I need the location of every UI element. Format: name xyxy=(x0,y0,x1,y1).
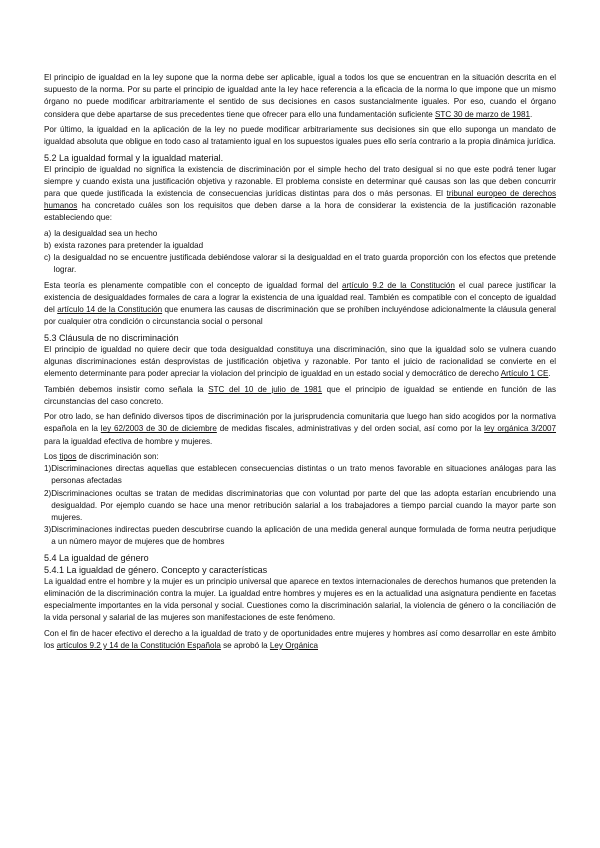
text: Por otro lado, se han definido diversos tipos de discriminación por la jurisprudencia comunitaria que luego han sido acogidos por la normativa española en la xyxy=(44,412,556,434)
paragraph-igualdad-ley xyxy=(44,72,556,121)
link-ley-62-2003[interactable]: ley 62/2003 de 30 de diciembre xyxy=(100,424,217,434)
text: el cual parece justificar la existencia de desigualdades formales de cara a lograr la existencia de una igualdad real. También es compatible con el concepto de igualdad del xyxy=(44,280,556,315)
text: Esta teoría es plenamente compatible con el concepto de igualdad formal del xyxy=(44,280,342,290)
list-item xyxy=(44,240,556,252)
list-marker: 2) xyxy=(44,488,52,498)
text: ha concretado cuáles son los requisitos que deben darse a la hora de considerar la existencia de la justificación razonable estableciendo que: xyxy=(44,201,556,223)
list-item xyxy=(44,463,556,487)
text: . xyxy=(529,109,533,119)
text: que enumera las causas de discriminación que se prohíben incluyéndose adicionalmente la cláusula general por cualquier otra condición o circunstancia social o personal xyxy=(44,305,556,327)
text: El principio de igualdad no quiere decir que toda desigualdad constituya una discriminación, sino que la igualdad solo se vulnera cuando algunas discriminaciones están desprovistas de justificación objetiva y razonable. Por tanto el juicio de racionalidad se convierte en el elemento determinante para poder apreciar la violacion del principio de igualdad en un estado social y democrático de derecho xyxy=(44,344,556,379)
list-text: Discriminaciones ocultas se tratan de medidas discriminatorias que con voluntad por parte del que las adopta estarían encubriendo una desigualdad. Por ejemplo cuando se hace una menor retribución salarial a los trabajadores a tiempo parcial cuando la mayor parte son mujeres. xyxy=(51,488,556,522)
link-stc-30-marzo-1981[interactable]: STC 30 de marzo de 1981 xyxy=(435,109,530,119)
list-item xyxy=(44,488,556,525)
text: . xyxy=(548,369,551,379)
list-item xyxy=(44,524,556,548)
paragraph-aplicacion-ley: Por último, la igualdad en la aplicación de la ley no puede modificar arbitrariamente sus decisiones sin que ello suponga un mandato de igualdad absoluta que obligue en todo caso al tratamiento igual en los supuestos iguales pues ello sería contrario a la propia dinámica jurídica. xyxy=(44,125,556,147)
list-text: la desigualdad no se encuentre justificada debiéndose valorar si la desigualdad en el trato guarda proporción con los efectos que pretende lograr. xyxy=(53,253,556,275)
list-marker: c) xyxy=(44,253,51,263)
link-tipos[interactable]: tipos xyxy=(59,451,77,461)
list-text: exista razones para pretender la igualdad xyxy=(54,241,204,250)
link-stc-10-julio-1981[interactable]: STC del 10 de julio de 1981 xyxy=(208,384,323,394)
section-heading-5-4-1: 5.4.1 La igualdad de género. Concepto y características xyxy=(44,564,268,575)
list-item xyxy=(44,228,556,240)
text: Con el fin de hacer efectivo el derecho a la igualdad de trato y de oportunidades entre mujeres y hombres así como desarrollar en este ámbito los xyxy=(44,628,556,650)
text: También debemos insistir como señala la xyxy=(44,384,209,394)
list-marker: b) xyxy=(44,241,52,250)
text: El principio de igualdad no significa la existencia de discriminación por el simple hecho del trato desigual si no que este podrá tener lugar siempre y cuando exista una justificación objetiva y razonable. El problema consiste en determinar qué causas son las que deben concurrir para que quede justificada la existencia de consecuencias jurídicas distintas para dos o más personas. El xyxy=(44,164,556,198)
text: para la igualdad efectiva de hombre y mujeres. xyxy=(44,436,213,446)
paragraph-teoria-compatible xyxy=(44,280,556,329)
list-item xyxy=(44,252,556,276)
list-marker: a) xyxy=(44,228,52,238)
text: de discriminación son: xyxy=(76,451,159,461)
text: de medidas fiscales, administrativas y del orden social, así como por la xyxy=(216,424,485,434)
list-marker: 3) xyxy=(44,525,52,535)
requisitos-list xyxy=(44,228,556,277)
text: Los xyxy=(44,451,60,461)
list-text: Discriminaciones directas aquellas que establecen consecuencias distintas o un trato menos favorable en situaciones análogas para las personas afectadas xyxy=(51,464,556,486)
paragraph-tipos-intro xyxy=(44,451,556,463)
link-tribunal-europeo[interactable]: tribunal europeo de derechos humanos xyxy=(44,189,556,211)
paragraph-no-discriminacion xyxy=(44,344,556,381)
link-articulo-1-ce[interactable]: Artículo 1 CE xyxy=(500,369,549,379)
tipos-discriminacion-list xyxy=(44,463,556,548)
paragraph-ley-organica xyxy=(44,628,556,652)
list-marker: 1) xyxy=(44,464,52,474)
paragraph-stc-10-julio xyxy=(44,384,556,408)
list-text: la desigualdad sea un hecho xyxy=(54,228,158,238)
text: se aprobó la xyxy=(220,641,270,650)
link-articulo-9-2[interactable]: artículo 9.2 de la Constitución xyxy=(341,280,455,290)
paragraph-igualdad-genero: La igualdad entre el hombre y la mujer es un principio universal que aparece en textos internacionales de derechos humanos que pretenden la eliminación de la discriminación contra la mujer. La igualdad entre hombres y mujeres es en la actualidad una asignatura pendiente en facetas especialmente importantes en la vida personal y social. Cuestiones como la discriminación salarial, la violencia de género o la conciliación de la vida personal y salarial de las mujeres son manifestaciones de este fenómeno. xyxy=(44,576,556,623)
section-heading-5-4: 5.4 La igualdad de género xyxy=(44,552,149,563)
link-ley-organica[interactable]: Ley Orgánica xyxy=(269,641,319,650)
text: que el principio de igualdad se entiende en función de las circunstancias del caso concreto. xyxy=(44,384,557,406)
link-articulos-9-2-14[interactable]: artículos 9.2 y 14 de la Constitución Española xyxy=(56,641,221,650)
list-text: Discriminaciones indirectas pueden descubrirse cuando la aplicación de una medida general aunque formulada de forma neutra perjudique a un número mayor de mujeres que de hombres xyxy=(51,525,556,547)
document-body xyxy=(44,72,556,655)
text: El principio de igualdad en la ley supone que la norma debe ser aplicable, igual a todos los que se encuentran en la situación descrita en el supuesto de la norma. Por su parte el principio de igualdad ante la ley hace referencia a la eficacia de la norma lo que impone que un mismo órgano no puede modificar arbitrariamente el sentido de sus decisiones en casos sustancialmente iguales. Por eso, cuando el órgano considera que debe apartarse de sus precedentes tiene que ofrecer para ello una fundamentación suficiente xyxy=(44,73,556,119)
section-heading-5-3: 5.3 Cláusula de no discriminación xyxy=(44,332,179,343)
link-ley-organica-3-2007[interactable]: ley orgánica 3/2007 xyxy=(484,424,557,434)
section-heading-5-2: 5.2 La igualdad formal y la igualdad material. xyxy=(44,152,224,163)
paragraph-tipos-jurisprudencia xyxy=(44,411,556,448)
paragraph-igualdad-formal xyxy=(44,164,556,225)
link-articulo-14[interactable]: artículo 14 de la Constitución xyxy=(57,305,163,315)
